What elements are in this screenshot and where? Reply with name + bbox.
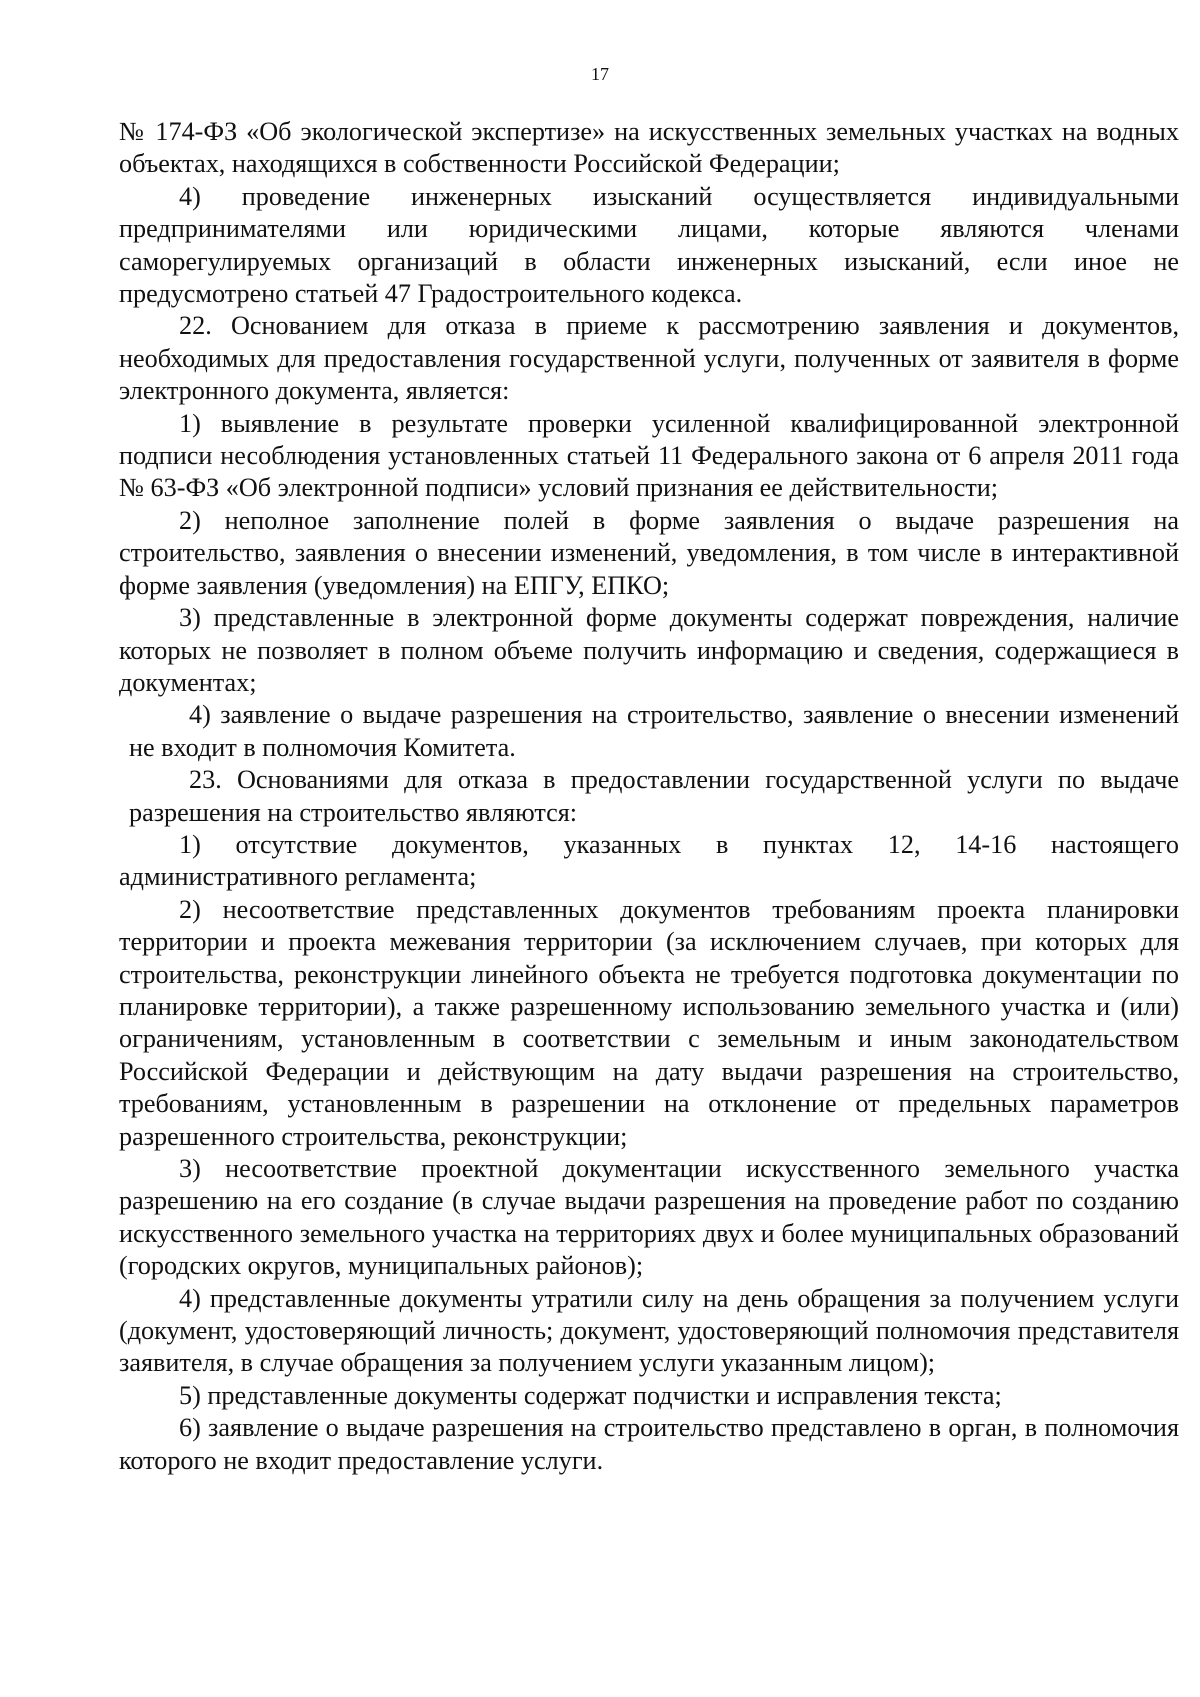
- paragraph-23-item-1: 1) отсутствие документов, указанных в пунктах 12, 14-16 настоящего административного регламента;: [119, 829, 1179, 892]
- paragraph-22-item-3: 3) представленные в электронной форме документы содержат повреждения, наличие которых не позволяет в полном объеме получить информацию и сведения, содержащиеся в документах;: [119, 603, 1179, 697]
- paragraph-22-refusal-grounds: 22. Основанием для отказа в приеме к рассмотрению заявления и документов, необходимых для предоставления государственной услуги, полученных от заявителя в форме электронного документа, является:: [119, 311, 1179, 406]
- paragraph-23-refusal-grounds: 23. Основаниями для отказа в предоставлении государственной услуги по выдаче разрешения на строительство являются:: [129, 765, 1179, 827]
- paragraph-23-item-2: 2) несоответствие представленных документов требованиям проекта планировки территории и проекта межевания территории (за исключением случаев, при которых для строительства, реконструкции линейного объекта не требуется подготовка документации по планировке территории), а также разрешенному использованию земельного участка и (или) ограничениям, установленным в соответствии с земельным и иным законодательством Российской Федерации и действующим на дату выдачи разрешения на строительство, требованиям, установленным в разрешении на отклонение от предельных параметров разрешенного строительства, реконструкции;: [119, 894, 1179, 1151]
- paragraph-23-item-6: 6) заявление о выдаче разрешения на строительство представлено в орган, в полномочия которого не входит предоставление услуги.: [119, 1413, 1179, 1475]
- paragraph-22-item-2: 2) неполное заполнение полей в форме заявления о выдаче разрешения на строительство, заявления о внесении изменений, уведомления, в том числе в интерактивной форме заявления (уведомления) на ЕПГУ, ЕПКО;: [119, 505, 1179, 600]
- paragraph-23-item-3: 3) несоответствие проектной документации искусственного земельного участка разрешению на его создание (в случае выдачи разрешения на проведение работ по созданию искусственного земельного участка на территориях двух и более муниципальных образований (городских округов, муниципальных районов);: [119, 1154, 1179, 1281]
- page-number: 17: [591, 64, 609, 84]
- paragraph-23-item-4: 4) представленные документы утратили силу на день обращения за получением услуги (документ, удостоверяющий личность; документ, удостоверяющий полномочия представителя заявителя, в случае обращения за получением услуги указанным лицом);: [119, 1283, 1179, 1378]
- paragraph-22-item-4: 4) заявление о выдаче разрешения на строительство, заявление о внесении изменений не входит в полномочия Комитета.: [129, 700, 1179, 762]
- document-body: [119, 116, 1179, 1477]
- paragraph-continuation: № 174-ФЗ «Об экологической экспертизе» на искусственных земельных участках на водных объектах, находящихся в собственности Российской Федерации;: [119, 117, 1179, 179]
- paragraph-23-item-5: 5) представленные документы содержат подчистки и исправления текста;: [179, 1380, 1002, 1410]
- paragraph-22-item-1: 1) выявление в результате проверки усиленной квалифицированной электронной подписи несоблюдения установленных статьей 11 Федерального закона от 6 апреля 2011 года № 63-ФЗ «Об электронной подписи» условий признания ее действительности;: [119, 408, 1179, 503]
- paragraph-item-4-engineering-surveys: 4) проведение инженерных изысканий осуществляется индивидуальными предпринимателями или юридическими лицами, которые являются членами саморегулируемых организаций в области инженерных изысканий, если иное не предусмотрено статьей 47 Градостроительного кодекса.: [119, 181, 1179, 309]
